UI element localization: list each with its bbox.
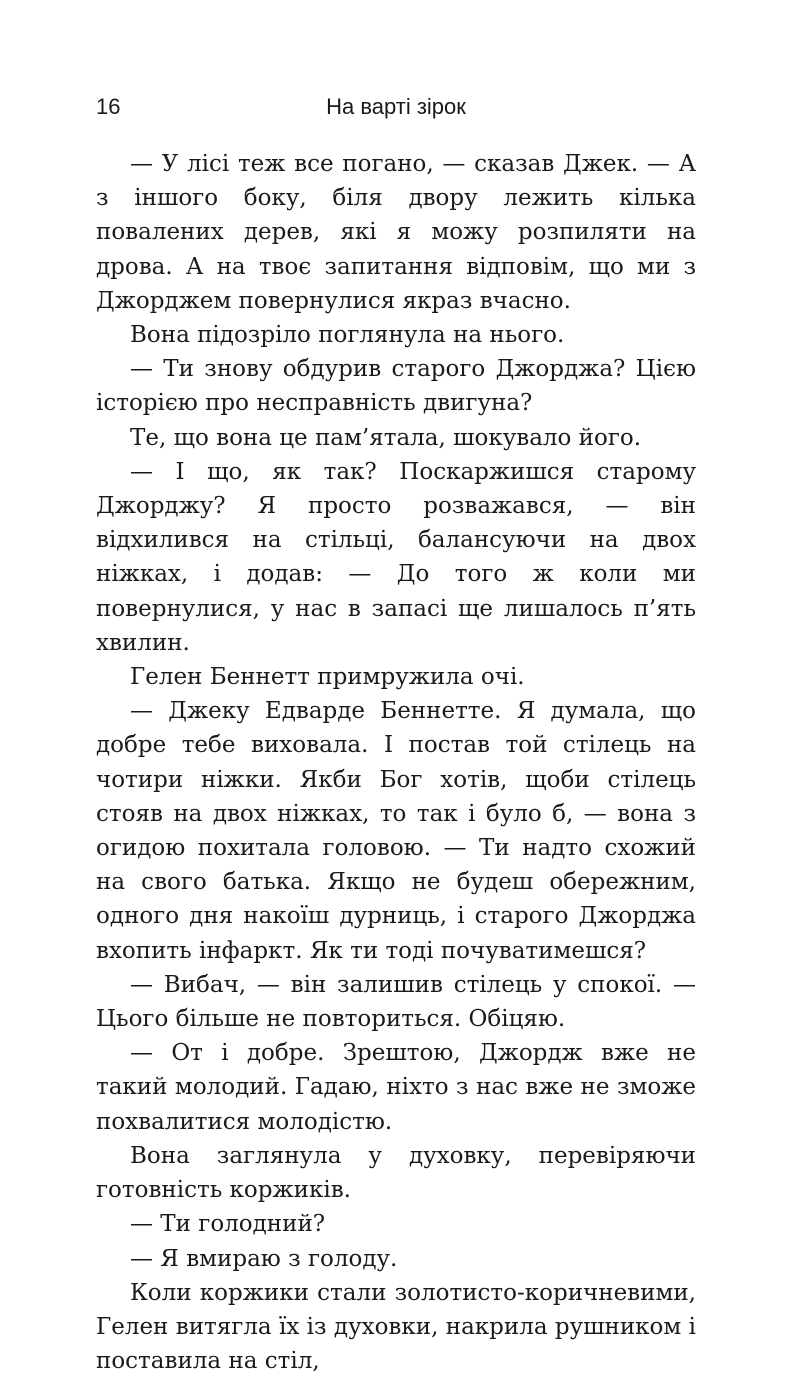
paragraph: — Ти голодний? [130,1211,326,1238]
paragraph: — І що, як так? Поскаржишся старому Джорджу? Я просто розважався, — він відхилився на стільці, балансуючи на двох ніжках, і додав: — До того ж коли ми повернулися, у нас в запасі ще лишалось п’ять хвилин. [96,458,696,656]
paragraph: Гелен Беннетт примружила очі. [130,664,525,691]
paragraph: Вона заглянула у духовку, перевіряючи готовність коржиків. [96,1142,696,1204]
paragraph: — Ти знову обдурив старого Джорджа? Цією історією про несправність двигуна? [96,356,696,417]
paragraph: Вона підозріло поглянула на нього. [130,322,565,349]
paragraph: — От і добре. Зрештою, Джордж вже не такий молодий. Гадаю, ніхто з нас вже не зможе похвалитися молодістю. [96,1040,696,1135]
paragraph: — Джеку Едварде Беннетте. Я думала, що добре тебе виховала. І постав той стілець на чотири ніжки. Якби Бог хотів, щоби стілець стояв на двох ніжках, то так і було б, — вона з огидою похитала головою. — Ти надто схожий на свого батька. Якщо не будеш обережним, одного дня накоїш дурниць, і старого Джорджа вхопить інфаркт. Як ти тоді почуватимешся? [96,698,696,964]
paragraph: — Я вмираю з голоду. [130,1245,398,1272]
body-text [96,147,696,1378]
paragraph: Те, що вона це пам’ятала, шокувало його. [130,424,642,451]
page-number: 16 [96,94,121,119]
paragraph: Коли коржики стали золотисто-коричневими, Гелен витягла їх із духовки, накрила рушником і поставила на стіл, [96,1279,696,1375]
paragraph: — Вибач, — він залишив стілець у спокої. — Цього більше не повториться. Обіцяю. [96,971,696,1033]
running-head [96,92,696,122]
paragraph: — У лісі теж все погано, — сказав Джек. — А з іншого боку, біля двору лежить кілька повалених дерев, які я можу розпиляти на дрова. А на твоє запитання відповім, що ми з Джорджем повернулися якраз вчасно. [96,151,696,314]
book-title: На варті зірок [326,94,466,119]
